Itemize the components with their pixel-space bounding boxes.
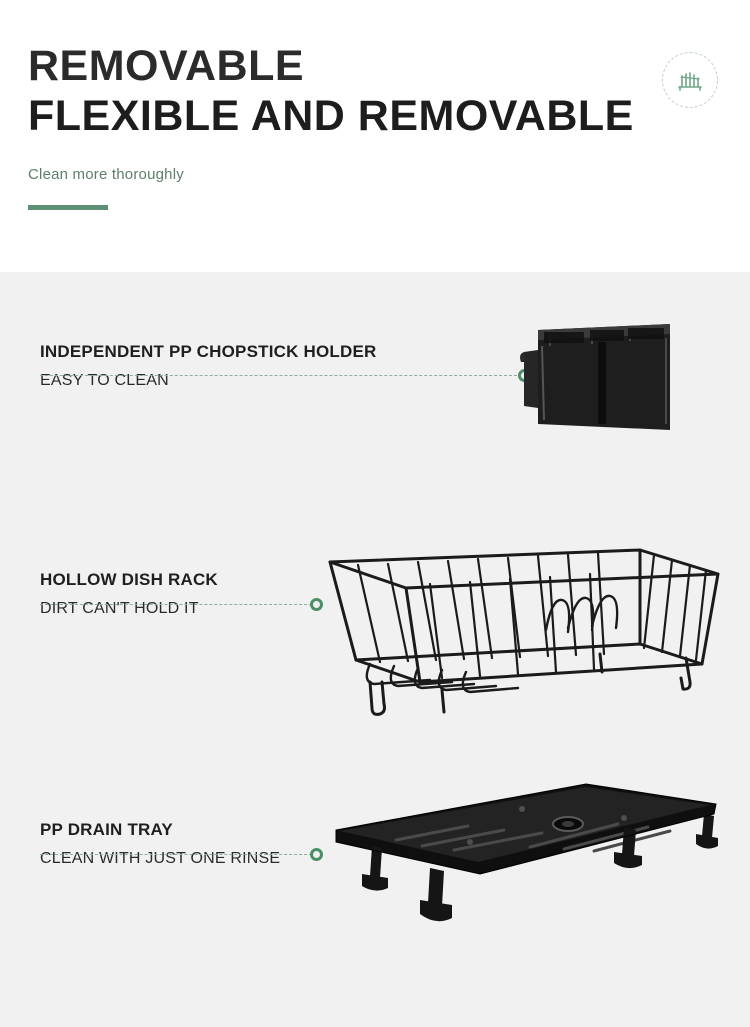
feature-row-dish-rack bbox=[0, 542, 750, 772]
page-title-secondary: FLEXIBLE AND REMOVABLE bbox=[28, 92, 634, 141]
page-title-primary: REMOVABLE bbox=[28, 42, 305, 90]
feature-subtitle: EASY TO CLEAN bbox=[40, 372, 169, 389]
feature-title: PP DRAIN TRAY bbox=[40, 820, 173, 839]
feature-row-chopstick-holder bbox=[0, 312, 750, 522]
feature-row-drain-tray bbox=[0, 792, 750, 1012]
feature-label-block bbox=[40, 820, 280, 868]
page-subtitle: Clean more thoroughly bbox=[28, 166, 184, 184]
accent-divider bbox=[28, 205, 108, 210]
drain-tray-photo bbox=[318, 752, 728, 952]
leader-line bbox=[40, 375, 522, 376]
feature-label-block bbox=[40, 570, 218, 618]
page-header bbox=[0, 0, 750, 272]
chopstick-holder-photo bbox=[520, 312, 710, 447]
feature-subtitle: CLEAN WITH JUST ONE RINSE bbox=[40, 850, 281, 867]
features-area bbox=[0, 272, 750, 1027]
leader-line bbox=[40, 604, 312, 605]
leader-line bbox=[40, 854, 312, 855]
feature-title: INDEPENDENT PP CHOPSTICK HOLDER bbox=[40, 342, 377, 361]
feature-label-block bbox=[40, 342, 376, 390]
dish-rack-photo bbox=[310, 532, 730, 732]
feature-subtitle: DIRT CAN'T HOLD IT bbox=[40, 600, 199, 617]
feature-title: HOLLOW DISH RACK bbox=[40, 570, 218, 589]
dish-rack-icon bbox=[662, 52, 718, 108]
